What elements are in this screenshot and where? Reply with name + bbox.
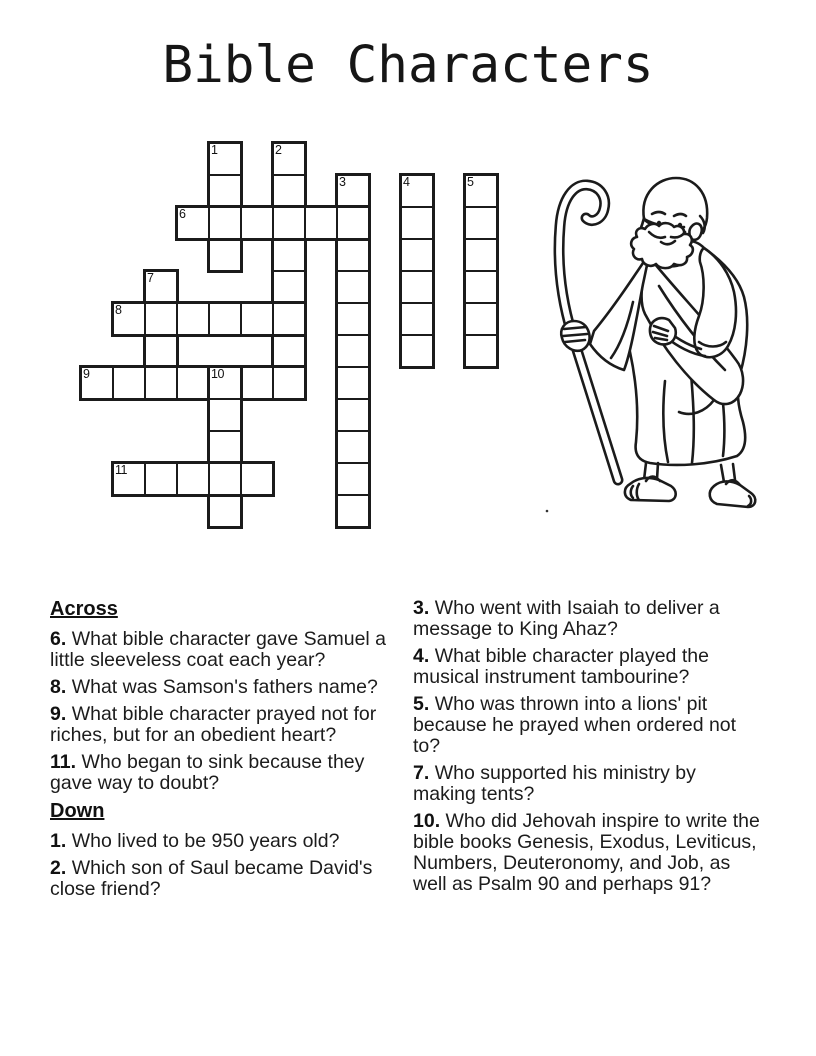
grid-cell <box>336 206 370 240</box>
cell-number-2: 2 <box>275 143 282 157</box>
clues-column-left <box>50 598 395 906</box>
grid-cell <box>464 206 498 240</box>
clue-text: What bible character played the musical instrument tambourine? <box>413 645 709 688</box>
clue-number: 1. <box>50 830 67 852</box>
grid-cell <box>400 270 434 304</box>
clue-6 <box>50 629 395 671</box>
cell-number-6: 6 <box>179 207 186 221</box>
grid-cell <box>176 366 210 400</box>
clue-4 <box>413 646 763 688</box>
grid-cell <box>336 462 370 496</box>
grid-cell <box>208 174 242 208</box>
clue-11 <box>50 752 395 794</box>
grid-cell <box>144 334 178 368</box>
cell-number-8: 8 <box>115 303 122 317</box>
grid-cell <box>176 302 210 336</box>
down-header: Down <box>50 800 105 822</box>
stray-dot <box>546 510 549 513</box>
moses-illustration-svg <box>533 166 765 518</box>
grid-cell <box>336 238 370 272</box>
grid-cell <box>464 334 498 368</box>
clue-number: 3. <box>413 597 430 619</box>
clues-column-right <box>413 598 763 901</box>
clue-number: 2. <box>50 857 67 879</box>
grid-cell <box>400 302 434 336</box>
leg-line <box>721 465 724 482</box>
cell-number-11: 11 <box>115 463 127 477</box>
grid-cell <box>272 238 306 272</box>
cell-number-3: 3 <box>339 175 346 189</box>
clue-text: What was Samson's fathers name? <box>71 676 378 698</box>
clue-9 <box>50 704 395 746</box>
clue-number: 10. <box>413 810 441 832</box>
clue-text: What bible character gave Samuel a little sleeveless coat each year? <box>50 628 387 671</box>
clue-text: Which son of Saul became David's close friend? <box>50 857 373 900</box>
clue-text: Who lived to be 950 years old? <box>71 830 340 852</box>
clue-number: 9. <box>50 703 67 725</box>
right-sandal <box>710 481 756 507</box>
clue-number: 8. <box>50 676 67 698</box>
grid-cell <box>176 462 210 496</box>
grid-cell <box>464 238 498 272</box>
clue-5 <box>413 694 763 757</box>
grid-cell <box>208 398 242 432</box>
cell-number-9: 9 <box>83 367 90 381</box>
grid-cell <box>464 302 498 336</box>
grid-cell <box>400 238 434 272</box>
clue-2 <box>50 858 395 900</box>
grid-cell <box>240 366 274 400</box>
worksheet-title: Bible Characters <box>162 36 654 95</box>
leg-line <box>657 463 658 479</box>
grid-cell <box>336 302 370 336</box>
clue-text: What bible character prayed not for riches, but for an obedient heart? <box>50 703 377 746</box>
grid-cell <box>208 462 242 496</box>
moses-illustration <box>533 166 765 518</box>
clue-number: 11. <box>50 751 77 773</box>
grid-cell <box>400 334 434 368</box>
clue-number: 4. <box>413 645 430 667</box>
grid-cell <box>240 206 274 240</box>
grid-cell <box>208 430 242 464</box>
grid-cell <box>272 174 306 208</box>
grid-cell <box>464 270 498 304</box>
cell-number-5: 5 <box>467 175 474 189</box>
grid-cell <box>400 206 434 240</box>
clue-text: Who was thrown into a lions' pit because he prayed when ordered not to? <box>413 693 737 757</box>
clue-8 <box>50 677 395 698</box>
grid-cell <box>272 270 306 304</box>
cell-number-7: 7 <box>147 271 154 285</box>
grid-cell <box>208 494 242 528</box>
grid-cell <box>240 462 274 496</box>
grid-cell <box>336 366 370 400</box>
clue-number: 5. <box>413 693 430 715</box>
clue-7 <box>413 763 763 805</box>
grid-cell <box>272 334 306 368</box>
grid-cell <box>272 206 306 240</box>
clue-10 <box>413 811 763 895</box>
beard <box>631 223 693 268</box>
grid-cell <box>208 206 242 240</box>
grid-cell <box>336 398 370 432</box>
grid-cell <box>272 302 306 336</box>
across-header: Across <box>50 598 118 620</box>
clue-text: Who began to sink because they gave way to doubt? <box>50 751 365 794</box>
clue-number: 7. <box>413 762 430 784</box>
clue-text: Who supported his ministry by making tents? <box>413 762 696 805</box>
cell-number-4: 4 <box>403 175 410 189</box>
grid-cell <box>208 302 242 336</box>
grid-cell <box>112 366 146 400</box>
grid-cell <box>336 270 370 304</box>
grid-cell <box>144 462 178 496</box>
grid-cell <box>240 302 274 336</box>
grid-cell <box>144 302 178 336</box>
grid-cell <box>336 430 370 464</box>
grid-cell <box>272 366 306 400</box>
clue-3 <box>413 598 763 640</box>
clue-number: 6. <box>50 628 67 650</box>
cell-number-1: 1 <box>211 143 218 157</box>
clue-text: Who did Jehovah inspire to write the bible books Genesis, Exodus, Leviticus, Numbers, Deuteronomy, and Job, as well as Psalm 90 and perhaps 91? <box>413 810 760 895</box>
clue-text: Who went with Isaiah to deliver a message to King Ahaz? <box>413 597 720 640</box>
grid-cell <box>144 366 178 400</box>
grid-cell <box>208 238 242 272</box>
grid-cell <box>336 334 370 368</box>
leg-line <box>733 464 735 480</box>
cell-number-10: 10 <box>211 367 224 381</box>
clue-1 <box>50 831 395 852</box>
grid-cell <box>336 494 370 528</box>
grid-cell <box>304 206 338 240</box>
